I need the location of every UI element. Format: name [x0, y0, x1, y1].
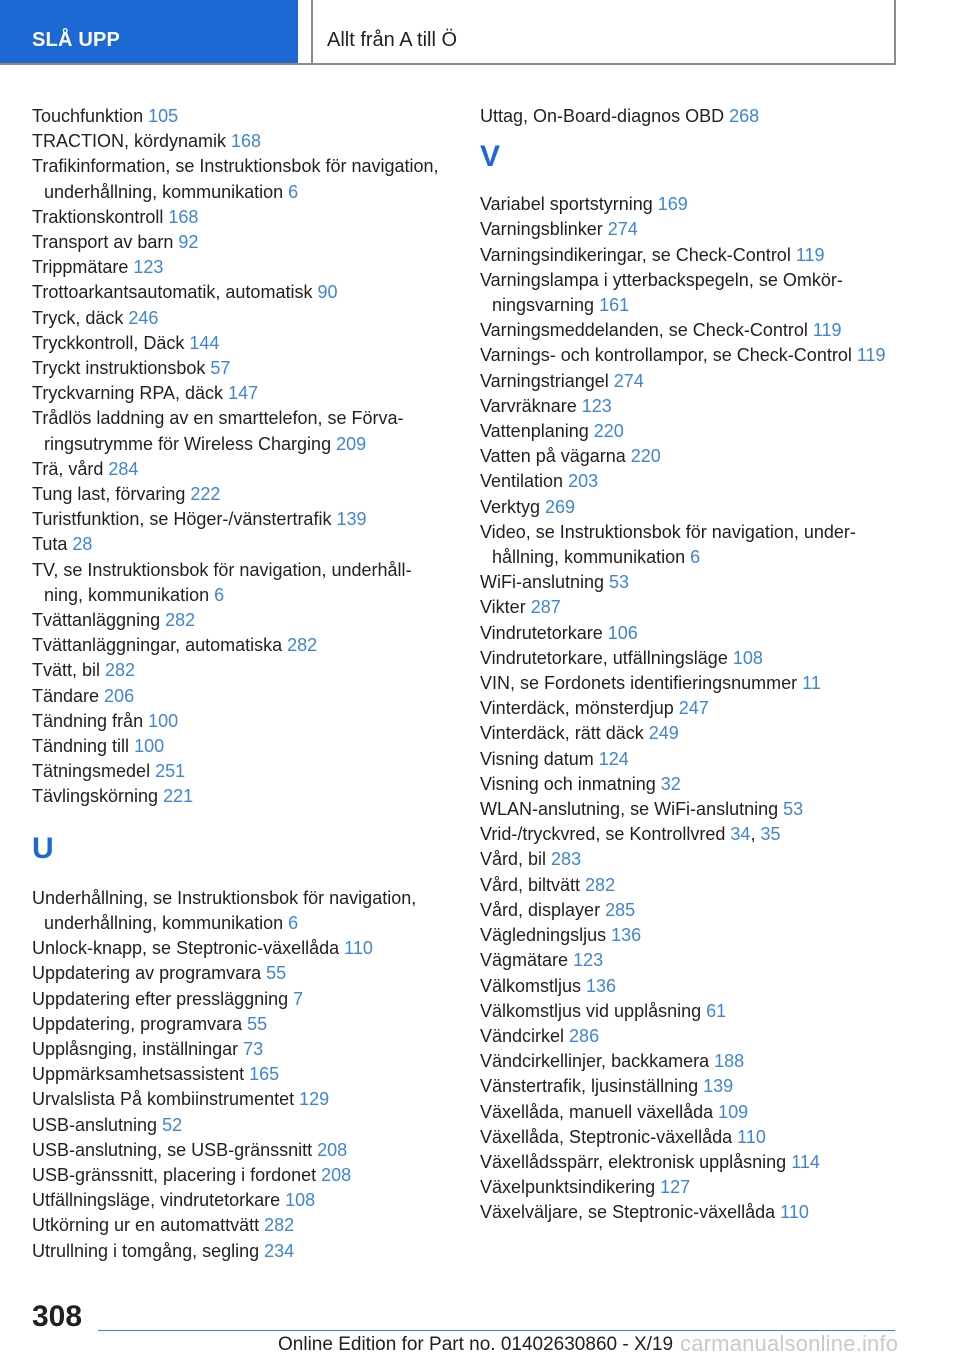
index-entry-text: USB-anslutning, se USB-gränssnitt — [32, 1139, 318, 1160]
page-link[interactable]: 6 — [288, 181, 299, 202]
page-link[interactable]: 268 — [729, 106, 760, 126]
index-entry — [32, 154, 442, 204]
index-entry-text: Turistfunktion, se Höger-/vänstertrafik — [32, 509, 337, 530]
page-link[interactable]: 286 — [569, 1025, 600, 1046]
index-letter-heading: V — [480, 140, 501, 174]
index-entry — [32, 961, 442, 986]
index-entry — [480, 469, 900, 494]
edition-note: Online Edition for Part no. 01402630860 - X/19 — [278, 1334, 674, 1355]
index-entry-text: Utrullning i tomgång, segling — [32, 1240, 265, 1261]
index-entry — [480, 192, 900, 217]
index-entry — [480, 369, 900, 394]
page-link[interactable]: 114 — [791, 1151, 820, 1172]
index-entry-text: Uppmärksamhetsassistent — [32, 1064, 250, 1085]
index-entry — [480, 696, 900, 721]
index-entry-text: Uppdatering av programvara — [32, 963, 267, 984]
page-link[interactable]: 129 — [299, 1089, 330, 1110]
page-link[interactable]: 127 — [660, 1177, 691, 1198]
index-entry — [480, 570, 900, 595]
index-entry-text: Trafikinformation, se Instruktionsbok för navigation, underhållning, kommunikation — [32, 156, 439, 202]
page-link[interactable]: 144 — [189, 332, 220, 353]
index-entry — [32, 255, 442, 280]
index-entry — [32, 104, 442, 129]
index-entry — [32, 230, 442, 255]
page-link[interactable]: 206 — [104, 685, 135, 706]
index-entry-text: Transport av barn — [32, 232, 179, 253]
index-entry — [480, 1150, 900, 1175]
page-link[interactable]: 249 — [648, 723, 679, 744]
page-link[interactable]: 209 — [336, 433, 367, 454]
index-entry — [480, 318, 900, 343]
page-link[interactable]: 6 — [214, 584, 225, 605]
page-link[interactable]: 139 — [336, 509, 367, 530]
index-entry — [32, 886, 442, 936]
index-entry — [32, 1037, 442, 1062]
page-link[interactable]: 234 — [264, 1240, 295, 1261]
page-link[interactable]: 246 — [128, 307, 159, 328]
index-entry-text: Varningsindikeringar, se Check-Control — [480, 244, 796, 265]
index-entry-text: Tryckvarning RPA, däck — [32, 383, 229, 404]
index-entry — [32, 532, 442, 557]
index-entry — [480, 721, 900, 746]
index-entry-text: Video, se Instruktionsbok för navigation, underhållning, kommunikation — [480, 521, 856, 568]
index-entry — [32, 1138, 442, 1163]
index-entry — [480, 243, 900, 268]
index-entry — [480, 747, 900, 772]
index-entry — [480, 343, 900, 368]
page-link[interactable]: 169 — [657, 194, 688, 215]
page-link[interactable]: 123 — [573, 950, 604, 971]
page-link[interactable]: 203 — [568, 471, 599, 492]
index-entry-text: Vinterdäck, rätt däck — [480, 723, 649, 744]
page-link[interactable]: 220 — [593, 421, 624, 442]
index-entry-text: Vård, displayer — [480, 899, 606, 920]
page-link[interactable]: 287 — [530, 597, 561, 618]
index-entry — [480, 104, 900, 129]
index-entry — [32, 406, 442, 456]
index-entry-text: Tätningsmedel — [32, 761, 156, 782]
page-link[interactable]: 100 — [148, 710, 179, 731]
index-entry-text: Vattenplaning — [480, 421, 594, 442]
page-link[interactable]: 119 — [856, 345, 886, 366]
page-link[interactable]: 35 — [760, 824, 781, 845]
index-entry-text: Vägledningsljus — [480, 925, 612, 946]
index-entry-text: Uppdatering efter pressläggning — [32, 988, 294, 1009]
page-link[interactable]: 90 — [317, 282, 338, 303]
index-entry — [480, 797, 900, 822]
index-entry — [32, 1239, 442, 1264]
index-entry — [32, 936, 442, 961]
index-entry-text: Vatten på vägarna — [480, 446, 631, 467]
index-entry — [480, 621, 900, 646]
index-entry — [32, 280, 442, 305]
index-entry-text: Ventilation — [480, 471, 569, 492]
page-link[interactable]: 283 — [551, 849, 582, 870]
page-link[interactable]: 110 — [780, 1202, 809, 1223]
index-entry — [32, 608, 442, 633]
index-entry — [480, 268, 900, 318]
index-entry-text: Vägmätare — [480, 950, 574, 971]
index-entry — [480, 1049, 900, 1074]
page-link[interactable]: 136 — [611, 925, 642, 946]
page-link[interactable]: 55 — [266, 963, 287, 984]
page-link[interactable]: 7 — [293, 988, 304, 1009]
tab-lookup[interactable]: SLÅ UPP — [0, 0, 298, 65]
index-entry — [480, 1175, 900, 1200]
index-entry-text: Visning och inmatning — [480, 773, 661, 794]
index-entry-text: Växelpunktsindikering — [480, 1177, 661, 1198]
page-link[interactable]: 11 — [802, 673, 821, 694]
page-link[interactable]: 284 — [108, 458, 139, 479]
index-entry-text: Tändning från — [32, 710, 149, 731]
index-entry-text: Verktyg — [480, 496, 546, 517]
index-entry — [480, 394, 900, 419]
index-entry-text: Tuta — [32, 534, 73, 555]
index-entry — [32, 633, 442, 658]
page-link[interactable]: 108 — [732, 647, 763, 668]
index-entry — [480, 520, 900, 570]
index-entry-text: Vikter — [480, 597, 531, 618]
index-column-right — [480, 104, 900, 1226]
page-link[interactable]: 282 — [287, 635, 318, 656]
page-link[interactable]: 161 — [599, 295, 630, 316]
index-entry-text: Välkomstljus vid upplåsning — [480, 1000, 707, 1021]
index-entry-text: Växellåda, manuell växellåda — [480, 1101, 719, 1122]
index-entry-text: Varningslampa i ytterbackspegeln, se Omkörningsvarning — [480, 269, 843, 316]
index-entry-text: Tändning till — [32, 736, 135, 757]
page-link[interactable]: 108 — [285, 1190, 316, 1211]
index-entry — [32, 381, 442, 406]
page-link[interactable]: 73 — [243, 1038, 264, 1059]
index-entry-text: TV, se Instruktionsbok för navigation, underhållning, kommunikation — [32, 559, 412, 605]
page-link[interactable]: 139 — [703, 1076, 734, 1097]
index-entry — [32, 331, 442, 356]
index-entry-text: Tryckt instruktionsbok — [32, 358, 211, 379]
page-link[interactable]: 105 — [148, 106, 179, 126]
page-link[interactable]: 274 — [613, 370, 644, 391]
page-link[interactable]: 165 — [249, 1064, 280, 1085]
page-link[interactable]: 53 — [609, 572, 630, 593]
index-entry — [32, 356, 442, 381]
index-entry-text: Variabel sportstyrning — [480, 194, 658, 215]
index-entry-text: Visning datum — [480, 748, 599, 769]
page-link[interactable]: 52 — [162, 1114, 183, 1135]
page-link[interactable]: 282 — [264, 1215, 295, 1236]
index-entry — [32, 306, 442, 331]
page-link[interactable]: 123 — [581, 395, 612, 416]
index-entry-text: Trippmätare — [32, 257, 134, 278]
index-entry — [480, 671, 900, 696]
index-entry — [480, 923, 900, 948]
index-entry — [32, 457, 442, 482]
index-entry-text: Vrid-/tryckvred, se Kontrollvred — [480, 824, 731, 845]
page-link[interactable]: 92 — [178, 232, 199, 253]
page-link[interactable]: 57 — [210, 358, 231, 379]
index-entry-text: Tung last, förvaring — [32, 484, 191, 505]
page-number: 308 — [32, 1300, 83, 1333]
index-entry-text: Vändcirkellinjer, backkamera — [480, 1051, 715, 1072]
index-entry-text: Tvättanläggningar, automatiska — [32, 635, 288, 656]
index-entry — [480, 419, 900, 444]
page-link[interactable]: 32 — [660, 773, 681, 794]
index-entry-text: USB-anslutning — [32, 1114, 163, 1135]
index-entry — [32, 709, 442, 734]
page-link[interactable]: 136 — [586, 975, 617, 996]
index-entry-text: Uttag, On-Board-diagnos OBD — [480, 106, 730, 126]
index-entry — [480, 1125, 900, 1150]
index-entry-text: Upplåsnging, inställningar — [32, 1038, 244, 1059]
index-entry-text: Vänstertrafik, ljusinställning — [480, 1076, 704, 1097]
index-letter-heading: U — [32, 831, 54, 865]
index-entry — [32, 1087, 442, 1112]
index-entry — [480, 772, 900, 797]
page-link[interactable]: 269 — [545, 496, 576, 517]
index-entry-text: Underhållning, se Instruktionsbok för navigation, underhållning, kommunikation — [32, 887, 417, 933]
index-entry-text: Touchfunktion — [32, 106, 149, 126]
index-entry-text: Välkomstljus — [480, 975, 587, 996]
index-entry-text: Trådlös laddning av en smarttelefon, se Förvaringsutrymme för Wireless Charging — [32, 408, 404, 454]
index-entry — [480, 898, 900, 923]
index-entry-text: WLAN-anslutning, se WiFi-anslutning — [480, 799, 784, 820]
index-entry-text: Unlock-knapp, se Steptronic-växellåda — [32, 938, 345, 959]
index-entry-text: Tävlingskörning — [32, 786, 164, 807]
index-entry-text: Varningsblinker — [480, 219, 608, 240]
page-link[interactable]: 221 — [163, 786, 194, 807]
index-entry-text: Utfällningsläge, vindrutetorkare — [32, 1190, 286, 1211]
index-entry-text: Vindrutetorkare — [480, 622, 608, 643]
index-entry — [32, 507, 442, 532]
page-link[interactable]: 123 — [133, 257, 164, 278]
index-entry — [32, 1213, 442, 1238]
index-column-left — [32, 104, 442, 1264]
index-entry-text: Vändcirkel — [480, 1025, 570, 1046]
index-entry — [32, 734, 442, 759]
index-entry-text: Tvättanläggning — [32, 610, 166, 631]
page-link[interactable]: 168 — [231, 131, 262, 152]
page-link[interactable]: 220 — [630, 446, 661, 467]
index-entry — [480, 974, 900, 999]
page-link[interactable]: 110 — [737, 1126, 766, 1147]
index-entry-text: Tryck, däck — [32, 307, 129, 328]
index-entry-text: Växellåda, Steptronic-växellåda — [480, 1126, 738, 1147]
index-entry — [32, 784, 442, 809]
index-entry-text: Växelväljare, se Steptronic-växellåda — [480, 1202, 781, 1223]
index-entry-text: WiFi-anslutning — [480, 572, 610, 593]
index-entry-text: Uppdatering, programvara — [32, 1013, 248, 1034]
page-link[interactable]: 53 — [783, 799, 804, 820]
page-link[interactable]: 100 — [134, 736, 165, 757]
index-entry — [32, 558, 442, 608]
section-title: Allt från A till Ö — [311, 0, 896, 65]
page-link[interactable]: 147 — [228, 383, 259, 404]
index-entry — [480, 1100, 900, 1125]
page-link[interactable]: 188 — [714, 1051, 745, 1072]
index-entry — [480, 495, 900, 520]
index-entry-text: VIN, se Fordonets identifieringsnummer — [480, 673, 803, 694]
index-entry-text: Tvätt, bil — [32, 660, 106, 681]
page-link[interactable]: 247 — [678, 698, 709, 719]
index-entry — [480, 873, 900, 898]
index-entry — [480, 595, 900, 620]
index-entry-text: Vindrutetorkare, utfällningsläge — [480, 647, 733, 668]
page-link[interactable]: 119 — [795, 244, 825, 265]
index-entry-text: Varningstriangel — [480, 370, 614, 391]
index-entry: Vrid-/tryckvred, se Kontrollvred 34, 35 — [480, 824, 781, 845]
index-entry-text: USB-gränssnitt, placering i fordonet — [32, 1164, 322, 1185]
index-entry — [480, 948, 900, 973]
page-link[interactable]: 55 — [247, 1013, 268, 1034]
page-link[interactable]: 285 — [605, 899, 636, 920]
index-entry — [32, 658, 442, 683]
index-entry — [32, 205, 442, 230]
index-entry-text: Varnings- och kontrollampor, se Check-Control — [480, 345, 857, 366]
index-entry-text: Traktionskontroll — [32, 206, 169, 227]
page-link[interactable]: 109 — [718, 1101, 749, 1122]
page-link[interactable]: 61 — [706, 1000, 727, 1021]
index-entry-text: Utkörning ur en automattvätt — [32, 1215, 265, 1236]
page-link[interactable]: 124 — [598, 748, 629, 769]
page-link[interactable]: 274 — [607, 219, 638, 240]
index-entry — [32, 684, 442, 709]
index-entry — [480, 1024, 900, 1049]
index-entry-text: Trottoarkantsautomatik, automatisk — [32, 282, 318, 303]
index-entry-text: Urvalslista På kombiinstrumentet — [32, 1089, 300, 1110]
index-entry — [480, 217, 900, 242]
index-entry — [480, 444, 900, 469]
page-link[interactable]: 282 — [585, 874, 616, 895]
page-link[interactable]: 251 — [155, 761, 186, 782]
index-entry — [32, 1113, 442, 1138]
index-entry-text: Vård, biltvätt — [480, 874, 586, 895]
index-entry — [480, 646, 900, 671]
page-link[interactable]: 6 — [288, 912, 299, 933]
index-entry-text: Varvräknare — [480, 395, 582, 416]
page-link[interactable]: 208 — [321, 1164, 352, 1185]
index-entry-text: Vinterdäck, mönsterdjup — [480, 698, 679, 719]
page-link[interactable]: 208 — [317, 1139, 348, 1160]
index-entry — [32, 1163, 442, 1188]
index-entry-text: Växellådsspärr, elektronisk upplåsning — [480, 1151, 792, 1172]
index-entry — [480, 847, 900, 872]
page-link[interactable]: 6 — [690, 547, 701, 568]
index-entry-text: TRACTION, kördynamik — [32, 131, 232, 152]
page-link[interactable]: 28 — [72, 534, 93, 555]
page-link[interactable]: 110 — [344, 938, 373, 959]
index-entry-text: Varningsmeddelanden, se Check-Control — [480, 320, 813, 341]
index-entry — [32, 482, 442, 507]
index-entry — [32, 1188, 442, 1213]
index-entry-text: Tryckkontroll, Däck — [32, 332, 190, 353]
page-link[interactable]: 106 — [607, 622, 638, 643]
index-entry — [32, 1062, 442, 1087]
index-entry — [480, 1200, 900, 1225]
index-entry — [32, 129, 442, 154]
page-link[interactable]: 282 — [105, 660, 136, 681]
index-entry — [480, 999, 900, 1024]
index-entry — [32, 1012, 442, 1037]
index-entry — [480, 1074, 900, 1099]
page-link[interactable]: 222 — [190, 484, 221, 505]
index-entry — [32, 759, 442, 784]
index-entry — [32, 987, 442, 1012]
index-entry-text: Trä, vård — [32, 458, 109, 479]
page-link[interactable]: 119 — [812, 320, 842, 341]
page-link[interactable]: 168 — [168, 206, 199, 227]
index-entry-text: Tändare — [32, 685, 105, 706]
page-link[interactable]: 34 — [730, 824, 751, 845]
index-entry-text: Vård, bil — [480, 849, 552, 870]
watermark: carmanualsonline.info — [680, 1331, 899, 1356]
page-link[interactable]: 282 — [165, 610, 196, 631]
